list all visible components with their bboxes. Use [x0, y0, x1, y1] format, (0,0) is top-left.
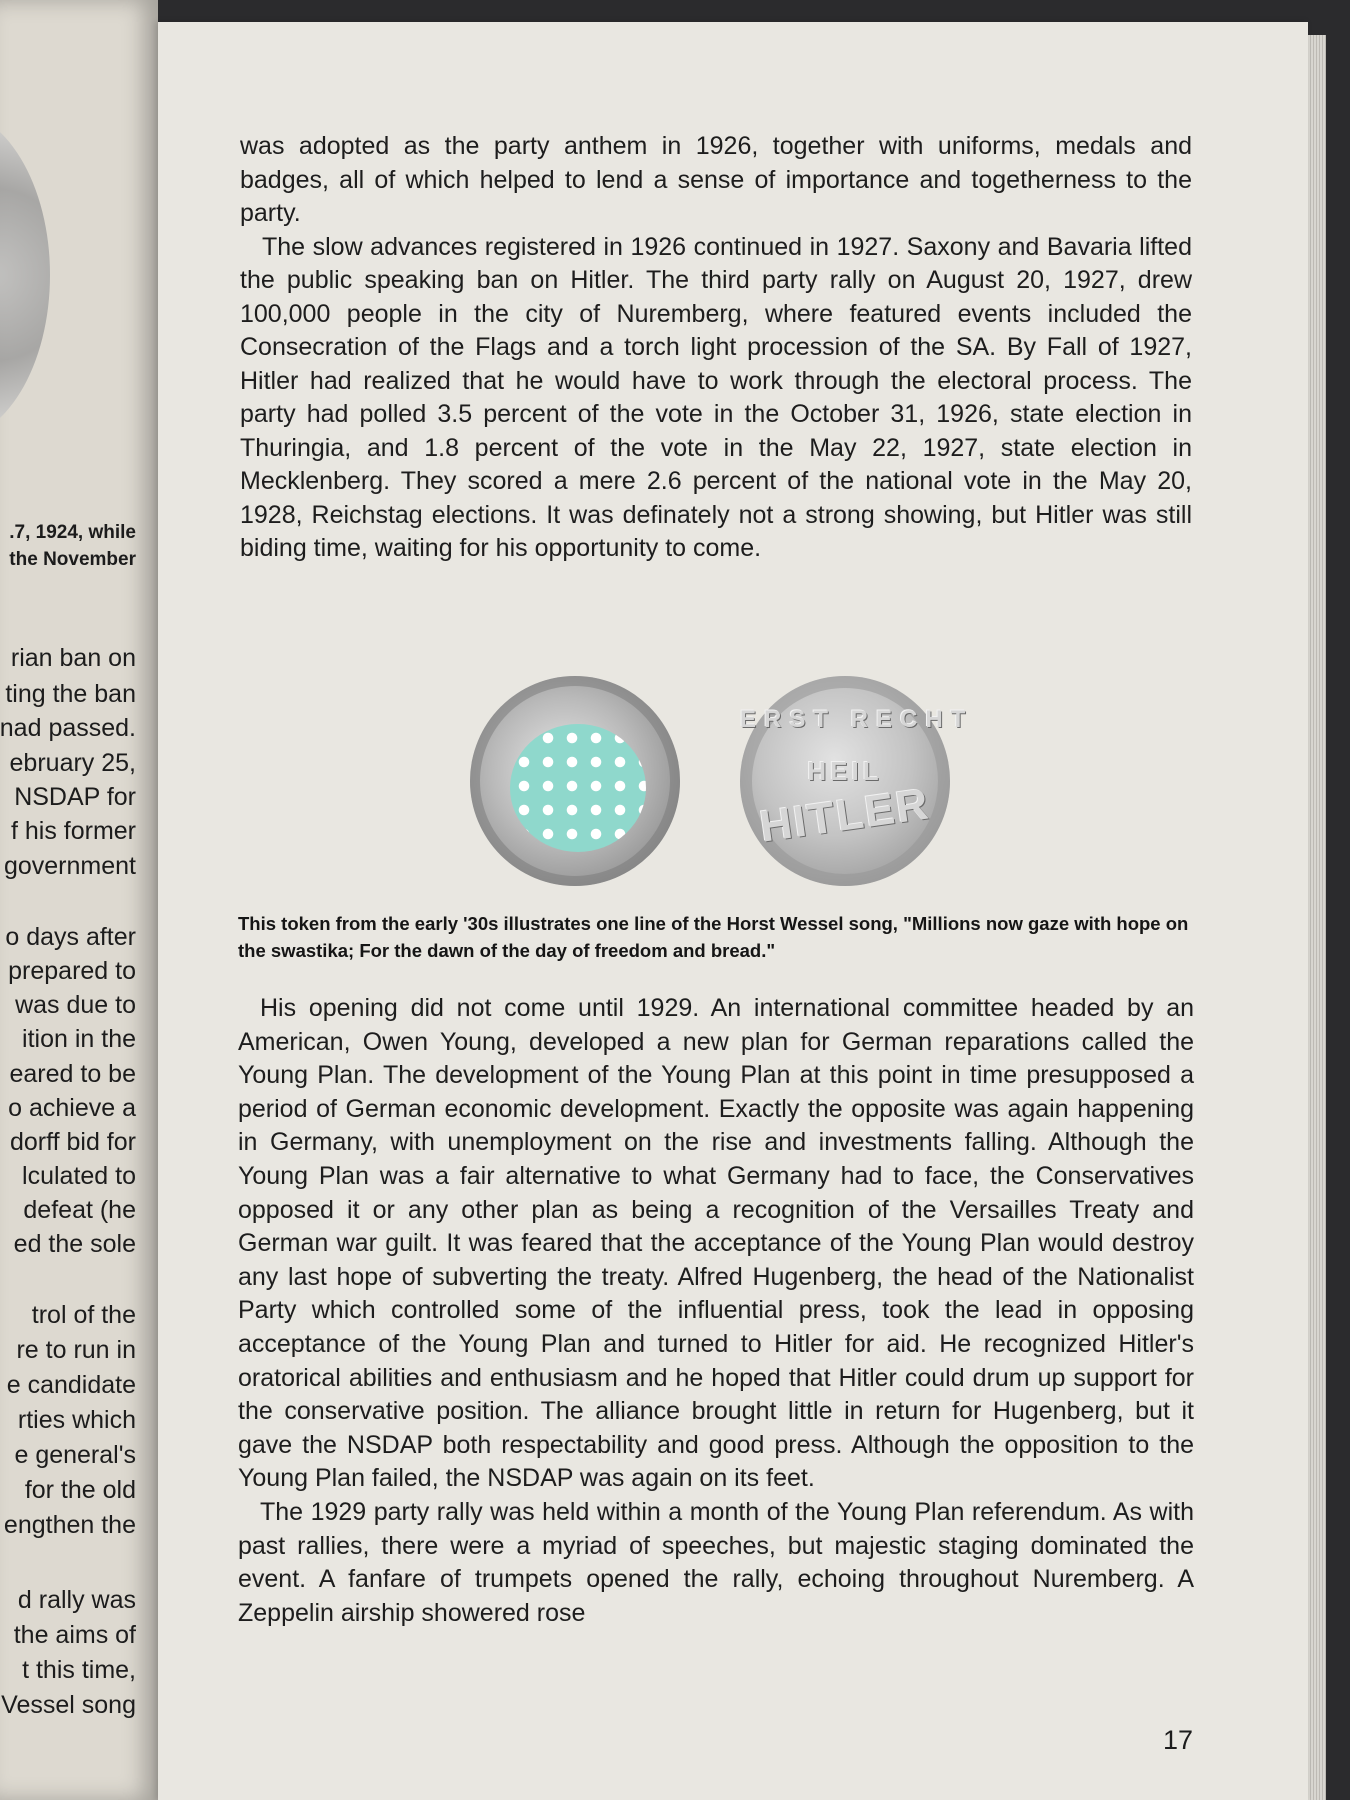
left-text-line: ebruary 25, [9, 749, 136, 777]
left-text-line: d rally was [17, 1586, 136, 1614]
current-page [158, 22, 1308, 1800]
polka-dot-overlay [510, 724, 646, 852]
left-caption-line: the November [9, 549, 136, 570]
left-text-line: for the old [24, 1476, 136, 1504]
left-text-line: prepared to [8, 957, 136, 985]
previous-page [0, 0, 158, 1800]
token-inscription-top: ERST RECHT [740, 706, 974, 733]
left-text-line: o days after [5, 923, 136, 951]
left-text-line: NSDAP for [14, 783, 136, 811]
left-text-line: government [3, 852, 136, 880]
left-text-line: t this time, [22, 1656, 136, 1684]
token-front-image [470, 676, 680, 886]
left-text-line: dorff bid for [9, 1128, 136, 1156]
left-text-line: e candidate [6, 1371, 136, 1399]
token-back-image [740, 676, 974, 886]
paragraph: His opening did not come until 1929. An international committee headed by an American, Owen Young, developed a new plan for German reparations called the Young Plan. The development of the Young Plan at this point in time presupposed a period of German economic development. Exactly the opposite was again happening in Germany, with unemployment on the rise and investments falling. Although the Young Plan was a fair alternative to what Germany had to face, the Conservatives opposed it or any other plan as being a recognition of the Versailles Treaty and German war guilt. It was feared that the acceptance of the Young Plan would destroy any last hope of subverting the treaty. Alfred Hugenberg, the head of the Nationalist Party which controlled some of the influential press, took the lead in opposing acceptance of the Young Plan and turned to Hitler for aid. He recognized Hitler's oratorical abilities and enthusiasm and he hoped that Hitler could drum up support for the conservative position. The alliance brought little in return for Hugenberg, but it gave the NSDAP both respectability and good press. Although the opposition to the Young Plan failed, the NSDAP was again on its feet. [238, 994, 1194, 1493]
left-text-line: f his former [10, 817, 136, 845]
figure-caption: This token from the early '30s illustrates one line of the Horst Wessel song, "Millions now gaze with hope on the swastika; For the dawn of the day of freedom and bread." [238, 913, 1189, 961]
left-text-line: ting the ban [5, 680, 136, 708]
left-text-line: nad passed. [0, 714, 136, 742]
page-number: 17 [1163, 1725, 1194, 1755]
left-text-line: rian ban on [10, 644, 136, 672]
left-text-line: o achieve a [8, 1094, 136, 1122]
left-text-line: the aims of [13, 1621, 136, 1649]
left-page-medal-image [0, 110, 50, 440]
left-text-line: e general's [14, 1441, 136, 1469]
left-text-line: eared to be [9, 1060, 136, 1088]
left-text-line: ed the sole [13, 1230, 136, 1258]
token-inscription-middle: HEIL [807, 756, 883, 786]
paragraph: The 1929 party rally was held within a month of the Young Plan referendum. As with past rallies, there were a myriad of speeches, but majestic staging dominated the event. A fanfare of trumpets opened the rally, echoing throughout Nuremberg. A Zeppelin airship showered rose [238, 1497, 1194, 1627]
left-text-line: Vessel song [1, 1691, 136, 1719]
bottom-text-block [238, 992, 1194, 1630]
left-text-line: engthen the [3, 1511, 136, 1539]
left-text-line: re to run in [16, 1336, 136, 1364]
token-illustration [470, 652, 980, 882]
left-text-line: trol of the [31, 1301, 136, 1329]
left-text-line: defeat (he [23, 1196, 136, 1224]
left-text-line: ition in the [22, 1025, 136, 1053]
paragraph: was adopted as the party anthem in 1926, together with uniforms, medals and badges, all of which helped to lend a sense of importance and togetherness to the party. [240, 132, 1192, 227]
left-caption-line: .7, 1924, while [9, 522, 136, 543]
left-text-line: rties which [17, 1406, 136, 1434]
left-text-line: was due to [15, 991, 136, 1019]
token-inscription-main: HITLER [756, 779, 933, 852]
top-text-block [240, 130, 1192, 566]
paragraph: The slow advances registered in 1926 continued in 1927. Saxony and Bavaria lifted the public speaking ban on Hitler. The third party rally on August 20, 1927, drew 100,000 people in the city of Nuremberg, where featured events included the Consecration of the Flags and a torch light procession of the SA. By Fall of 1927, Hitler had realized that he would have to work through the electoral process. The party had polled 3.5 percent of the vote in the October 31, 1926, state election in Thuringia, and 1.8 percent of the vote in the May 22, 1927, state election in Mecklenberg. They scored a mere 2.6 percent of the national vote in the May 20, 1928, Reichstag elections. It was definately not a strong showing, but Hitler was still biding time, waiting for his opportunity to come. [240, 232, 1192, 562]
left-text-line: lculated to [22, 1162, 136, 1190]
